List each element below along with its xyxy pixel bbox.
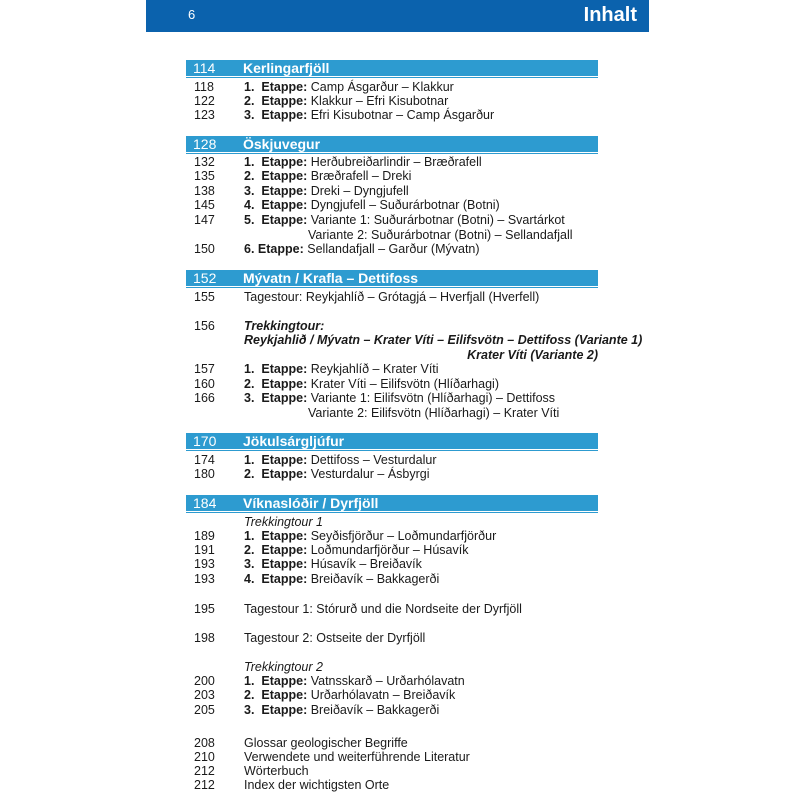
entry-text: 2. Etappe: Bræðrafell – Dreki bbox=[244, 169, 412, 183]
section-divider bbox=[186, 287, 598, 288]
entry-page: 212 bbox=[194, 764, 215, 778]
trek-heading bbox=[0, 515, 795, 530]
section-header-jokulsargljufur[interactable] bbox=[186, 433, 598, 449]
entry-page: 132 bbox=[194, 155, 215, 169]
entry-text: 2. Etappe: Klakkur – Efri Kisubotnar bbox=[244, 94, 449, 108]
entry-text: 2. Etappe: Loðmundarfjörður – Húsavík bbox=[244, 543, 469, 557]
entry-page: 123 bbox=[194, 108, 215, 122]
entry-text: 4. Etappe: Dyngjufell – Suðurárbotnar (Botni) bbox=[244, 198, 500, 212]
toc-entry[interactable] bbox=[0, 169, 795, 184]
entry-page: 147 bbox=[194, 213, 215, 227]
section-header-kerlingarfjoll[interactable] bbox=[186, 60, 598, 76]
entry-page: 135 bbox=[194, 169, 215, 183]
entry-page: 189 bbox=[194, 529, 215, 543]
entry-page: 155 bbox=[194, 290, 215, 304]
toc-entry-appendix[interactable] bbox=[0, 750, 795, 765]
entry-page: 208 bbox=[194, 736, 215, 750]
section-header-oskjuvegur[interactable] bbox=[186, 136, 598, 152]
entry-page: 174 bbox=[194, 453, 215, 467]
entry-text: Variante 2: Eilifsvötn (Hlíðarhagi) – Krater Víti bbox=[308, 406, 560, 420]
entry-page: 191 bbox=[194, 543, 215, 557]
section-page: 184 bbox=[193, 495, 217, 511]
entry-text: 5. Etappe: Variante 1: Suðurárbotnar (Botni) – Svartárkot bbox=[244, 213, 565, 227]
toc-entry[interactable] bbox=[0, 108, 795, 123]
toc-entry[interactable] bbox=[0, 688, 795, 703]
toc-entry[interactable] bbox=[0, 198, 795, 213]
page-header bbox=[146, 0, 649, 32]
entry-text: Verwendete und weiterführende Literatur bbox=[244, 750, 470, 764]
entry-text: 2. Etappe: Vesturdalur – Ásbyrgi bbox=[244, 467, 430, 481]
entry-text: 3. Etappe: Variante 1: Eilifsvötn (Hlíðarhagi) – Dettifoss bbox=[244, 391, 556, 405]
page-number: 6 bbox=[188, 7, 196, 22]
toc-entry-trek-route[interactable] bbox=[0, 348, 795, 363]
toc-entry[interactable] bbox=[0, 674, 795, 689]
entry-text: Tagestour: Reykjahlíð – Grótagjá – Hverfjall (Hverfell) bbox=[244, 290, 540, 304]
toc-entry[interactable] bbox=[0, 184, 795, 199]
toc-entry-appendix[interactable] bbox=[0, 778, 795, 793]
trek-heading bbox=[0, 660, 795, 675]
entry-page: 198 bbox=[194, 631, 215, 645]
entry-text: 6. Etappe: Sellandafjall – Garður (Mývatn) bbox=[244, 242, 480, 256]
entry-text: 1. Etappe: Seyðisfjörður – Loðmundarfjörður bbox=[244, 529, 497, 543]
entry-text: 3. Etappe: Efri Kisubotnar – Camp Ásgarður bbox=[244, 108, 495, 122]
entry-page: 156 bbox=[194, 319, 215, 333]
section-page: 114 bbox=[193, 60, 216, 76]
toc-entry-appendix[interactable] bbox=[0, 764, 795, 779]
toc-entry[interactable] bbox=[0, 543, 795, 558]
entry-page: 203 bbox=[194, 688, 215, 702]
toc-entry[interactable] bbox=[0, 703, 795, 718]
entry-page: 157 bbox=[194, 362, 215, 376]
section-page: 128 bbox=[193, 136, 217, 152]
entry-page: 145 bbox=[194, 198, 215, 212]
trek-label: Trekkingtour: bbox=[244, 319, 325, 333]
entry-page: 195 bbox=[194, 602, 215, 616]
toc-entry[interactable] bbox=[0, 377, 795, 392]
entry-text: Variante 2: Suðurárbotnar (Botni) – Sellandafjall bbox=[308, 228, 573, 242]
section-title: Kerlingarfjöll bbox=[243, 60, 330, 76]
entry-page: 118 bbox=[194, 80, 214, 94]
entry-text: 3. Etappe: Dreki – Dyngjufell bbox=[244, 184, 409, 198]
section-page: 152 bbox=[193, 270, 217, 286]
entry-text: 3. Etappe: Breiðavík – Bakkagerði bbox=[244, 703, 440, 717]
entry-text: Tagestour 1: Stórurð und die Nordseite der Dyrfjöll bbox=[244, 602, 522, 616]
section-header-myvatn[interactable] bbox=[186, 270, 598, 286]
entry-text: 4. Etappe: Breiðavík – Bakkagerði bbox=[244, 572, 440, 586]
page-title: Inhalt bbox=[583, 4, 637, 26]
trek-route-variant: Krater Víti (Variante 2) bbox=[467, 348, 598, 362]
trek-label: Trekkingtour 1 bbox=[244, 515, 323, 529]
entry-page: 122 bbox=[194, 94, 215, 108]
section-title: Jökulsárgljúfur bbox=[243, 433, 345, 449]
toc-entry[interactable] bbox=[0, 467, 795, 482]
toc-entry[interactable] bbox=[0, 602, 795, 617]
toc-entry[interactable] bbox=[0, 391, 795, 406]
section-header-viknaslodir[interactable] bbox=[186, 495, 598, 511]
entry-text: 2. Etappe: Urðarhólavatn – Breiðavík bbox=[244, 688, 456, 702]
toc-entry-trek[interactable] bbox=[0, 319, 795, 334]
section-divider bbox=[186, 512, 598, 513]
toc-entry-continuation[interactable] bbox=[0, 406, 795, 421]
section-title: Öskjuvegur bbox=[243, 136, 321, 152]
toc-entry[interactable] bbox=[0, 242, 795, 257]
trek-label: Trekkingtour 2 bbox=[244, 660, 323, 674]
entry-text: 1. Etappe: Herðubreiðarlindir – Bræðrafell bbox=[244, 155, 482, 169]
entry-page: 210 bbox=[194, 750, 215, 764]
entry-text: Index der wichtigsten Orte bbox=[244, 778, 390, 792]
toc-entry[interactable] bbox=[0, 94, 795, 109]
entry-page: 166 bbox=[194, 391, 215, 405]
toc-entry[interactable] bbox=[0, 362, 795, 377]
toc-entry-trek-route[interactable] bbox=[0, 333, 795, 348]
entry-text: 1. Etappe: Camp Ásgarður – Klakkur bbox=[244, 80, 454, 94]
entry-page: 160 bbox=[194, 377, 215, 391]
toc-entry[interactable] bbox=[0, 290, 795, 305]
entry-text: 2. Etappe: Krater Víti – Eilifsvötn (Hlíðarhagi) bbox=[244, 377, 499, 391]
entry-page: 193 bbox=[194, 557, 215, 571]
entry-text: 1. Etappe: Vatnsskarð – Urðarhólavatn bbox=[244, 674, 465, 688]
toc-entry-continuation[interactable] bbox=[0, 228, 795, 243]
toc-entry[interactable] bbox=[0, 572, 795, 587]
trek-route: Reykjahlið / Mývatn – Krater Víti – Eilifsvötn – Dettifoss (Variante 1) bbox=[244, 333, 643, 347]
entry-text: Wörterbuch bbox=[244, 764, 309, 778]
entry-page: 212 bbox=[194, 778, 215, 792]
entry-text: Tagestour 2: Ostseite der Dyrfjöll bbox=[244, 631, 426, 645]
toc-entry[interactable] bbox=[0, 80, 795, 95]
toc-entry[interactable] bbox=[0, 631, 795, 646]
toc-entry[interactable] bbox=[0, 529, 795, 544]
toc-entry[interactable] bbox=[0, 155, 795, 170]
toc-entry[interactable] bbox=[0, 213, 795, 228]
entry-page: 138 bbox=[194, 184, 215, 198]
entry-page: 200 bbox=[194, 674, 215, 688]
section-divider bbox=[186, 77, 598, 78]
entry-page: 193 bbox=[194, 572, 215, 586]
section-divider bbox=[186, 450, 598, 451]
entry-text: 3. Etappe: Húsavík – Breiðavík bbox=[244, 557, 422, 571]
entry-text: 1. Etappe: Dettifoss – Vesturdalur bbox=[244, 453, 437, 467]
toc-entry-appendix[interactable] bbox=[0, 736, 795, 751]
section-page: 170 bbox=[193, 433, 217, 449]
section-divider bbox=[186, 153, 598, 154]
section-title: Mývatn / Krafla – Dettifoss bbox=[243, 270, 419, 286]
section-title: Víknaslóðir / Dyrfjöll bbox=[243, 495, 379, 511]
toc-entry[interactable] bbox=[0, 453, 795, 468]
toc-entry[interactable] bbox=[0, 557, 795, 572]
entry-page: 205 bbox=[194, 703, 215, 717]
entry-text: 1. Etappe: Reykjahlíð – Krater Víti bbox=[244, 362, 439, 376]
entry-text: Glossar geologischer Begriffe bbox=[244, 736, 408, 750]
entry-page: 150 bbox=[194, 242, 215, 256]
entry-page: 180 bbox=[194, 467, 215, 481]
